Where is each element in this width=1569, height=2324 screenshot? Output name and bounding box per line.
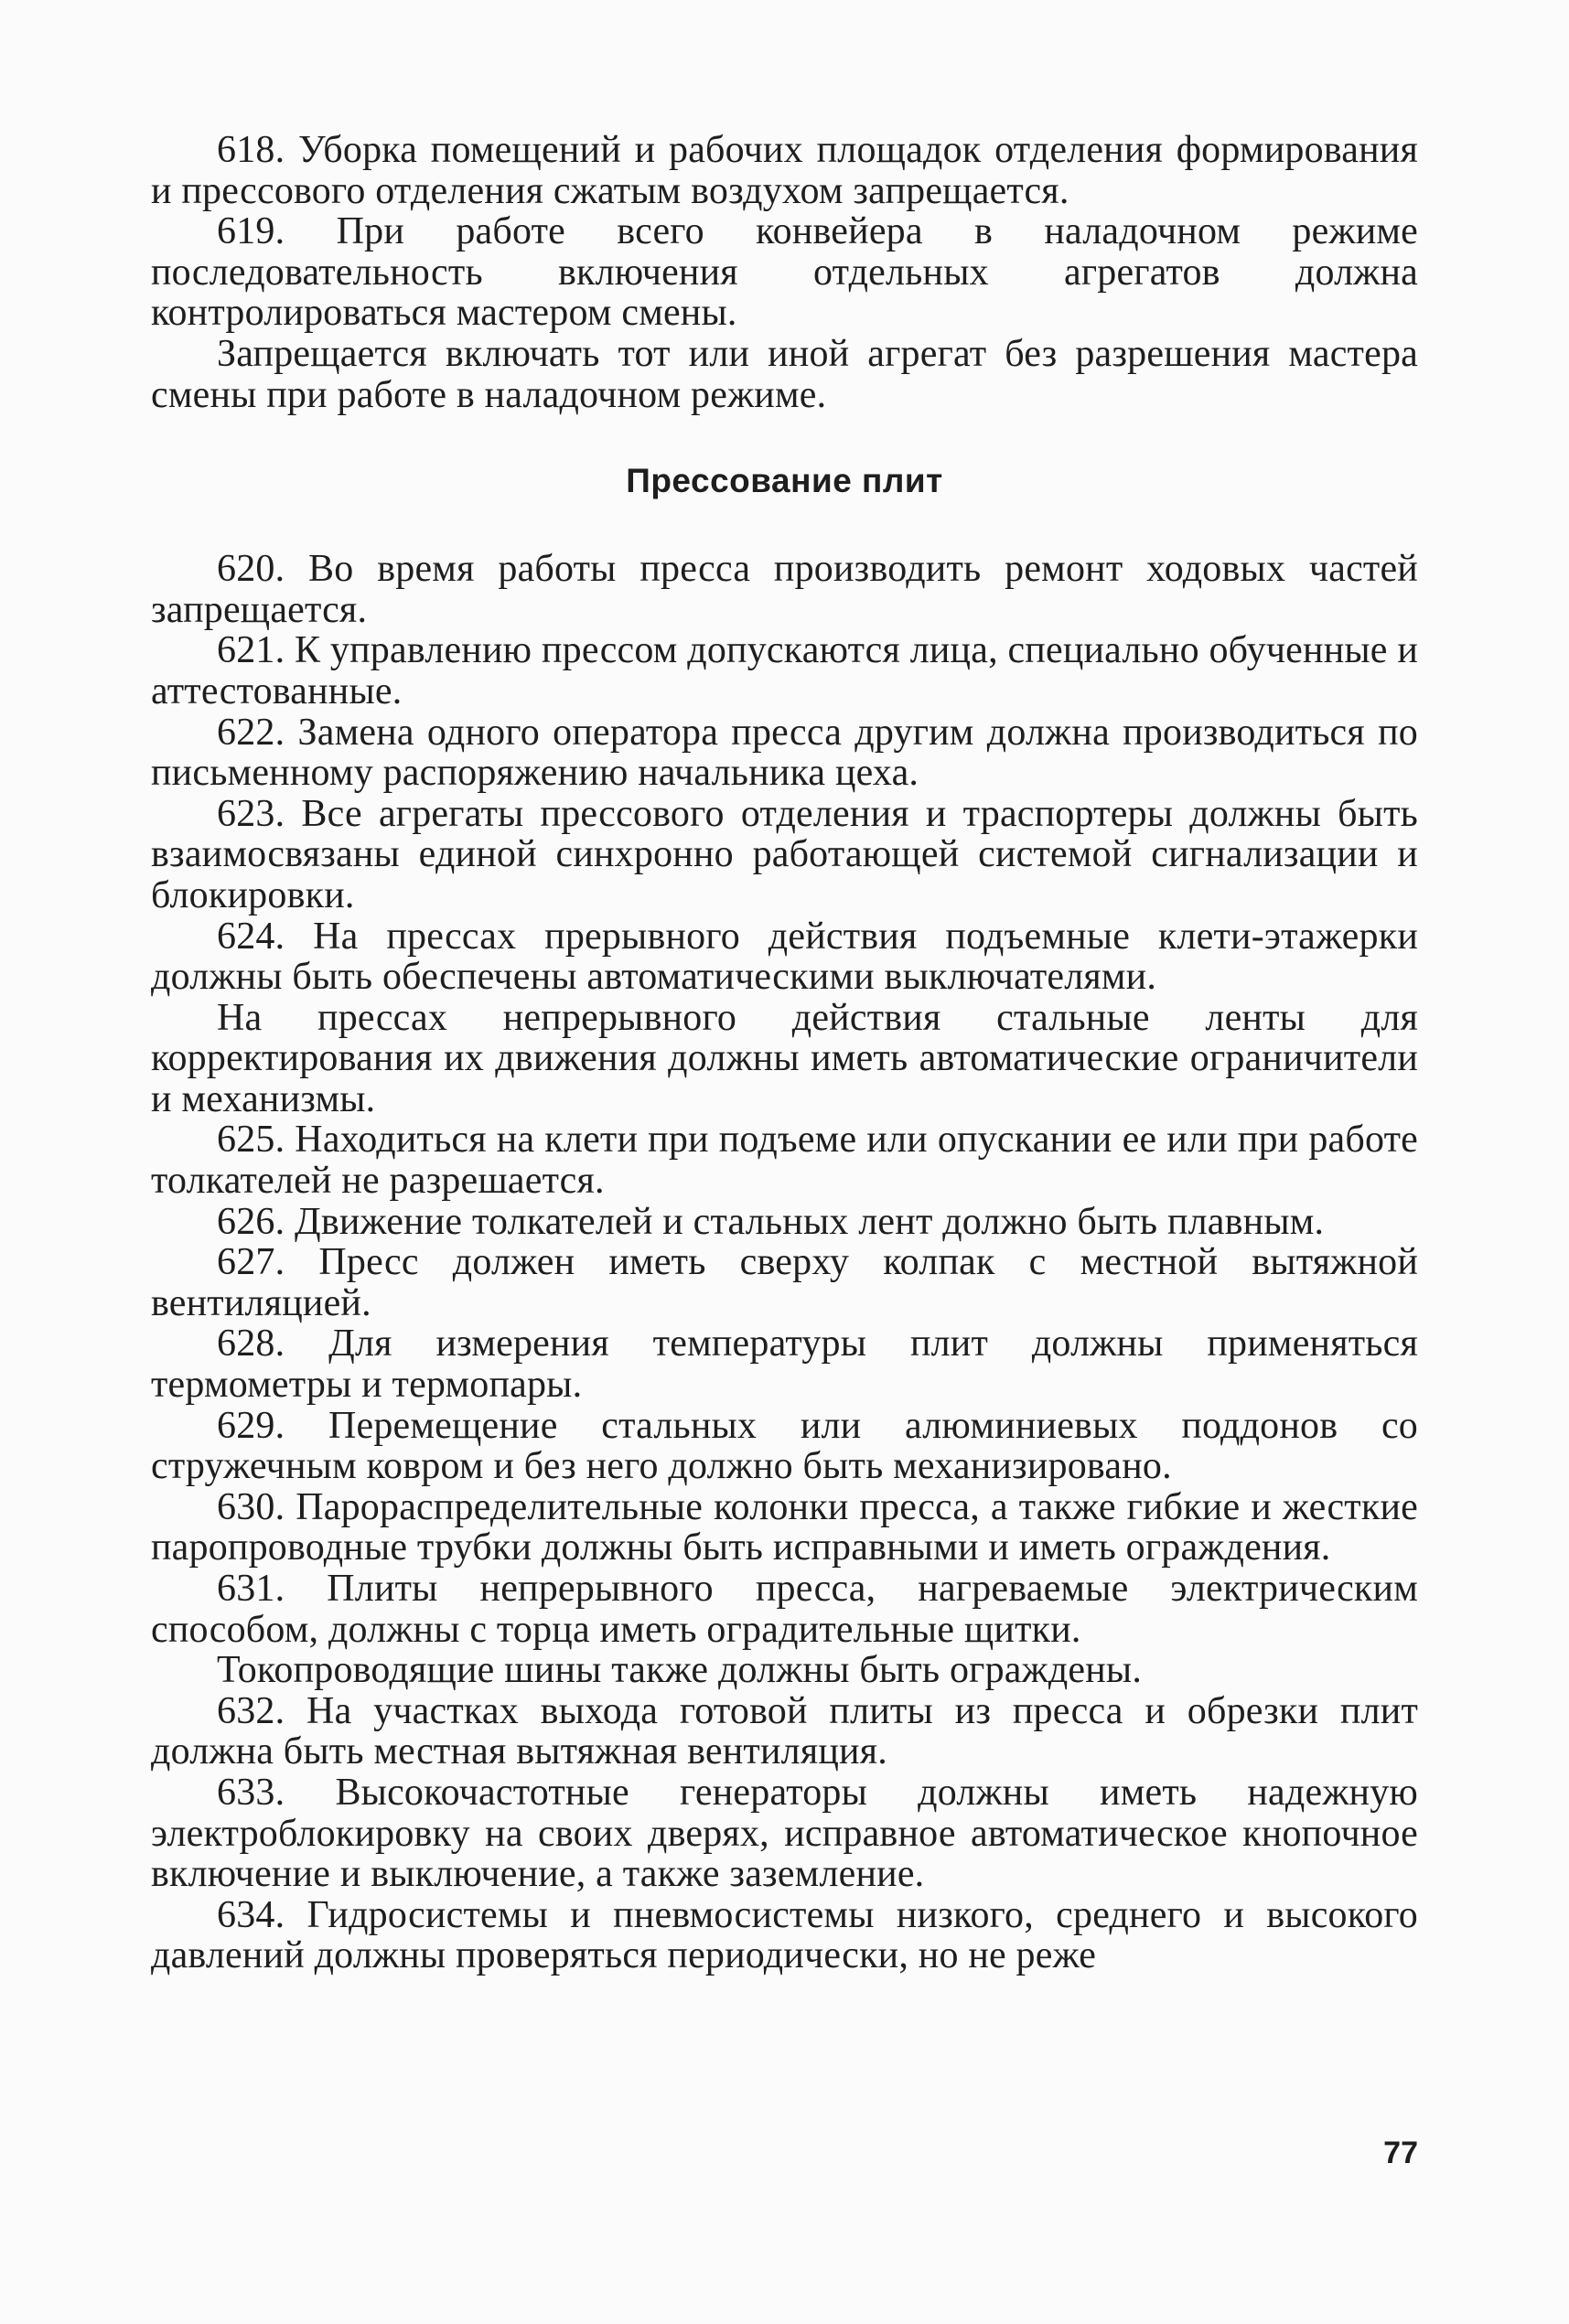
paragraph-634: 634. Гидросистемы и пневмосистемы низкого, среднего и высокого давлений должны проверяться периодически, но не реже [151,1893,1418,1977]
paragraph-628: 628. Для измерения температуры плит должны применяться термометры и термопары. [151,1323,1418,1407]
paragraph-625: 625. Находиться на клети при подъеме или опускании ее или при работе толкателей не разрешается. [151,1119,1418,1203]
paragraph-631-continuation: Токопроводящие шины также должны быть ограждены. [217,1649,1143,1692]
paragraph-631: 631. Плиты непрерывного пресса, нагреваемые электрическим способом, должны с торца иметь оградительные щитки. [151,1568,1418,1651]
paragraph-632: 632. На участках выхода готовой плиты из пресса и обрезки плит должна быть местная вытяжная вентиляция. [151,1689,1418,1773]
paragraph-621: 621. К управлению прессом допускаются лица, специально обученные и аттестованные. [151,629,1419,712]
paragraph-624: 624. На прессах прерывного действия подъемные клети-этажерки должны быть обеспечены автоматическими выключателями. [151,915,1418,999]
paragraph-619: 619. При работе всего конвейера в наладочном режиме последовательность включения отдельных агрегатов должна контролироваться мастером смены. [151,210,1418,335]
paragraph-630: 630. Парораспределительные колонки пресса, а также гибкие и жесткие паропроводные трубки должны быть исправными и иметь ограждения. [151,1485,1418,1569]
page-number: 77 [1383,2136,1418,2170]
paragraph-620: 620. Во время работы пресса производить ремонт ходовых частей запрещается. [151,548,1418,631]
paragraph-618: 618. Уборка помещений и рабочих площадок отделения формирования и прессового отделения сжатым воздухом запрещается. [151,129,1418,212]
body-text [151,130,1418,1976]
paragraph-619-continuation: Запрещается включать тот или иной агрегат без разрешения мастера смены при работе в наладочном режиме. [151,332,1418,416]
paragraph-623: 623. Все агрегаты прессового отделения и траспортеры должны быть взаимосвязаны единой синхронно работающей системой сигнализации и блокировки. [151,792,1418,916]
paragraph-633: 633. Высокочастотные генераторы должны иметь надежную электроблокировку на своих дверях, исправное автоматическое кнопочное включение и выключение, а также заземление. [151,1771,1418,1896]
paragraph-624-continuation: На прессах непрерывного действия стальные ленты для корректирования их движения должны иметь автоматические ограничители и механизмы. [151,996,1418,1120]
paragraph-626: 626. Движение толкателей и стальных лент должно быть плавным. [217,1200,1325,1243]
paragraph-622: 622. Замена одного оператора пресса другим должна производиться по письменному распоряжению начальника цеха. [151,711,1418,795]
paragraph-629: 629. Перемещение стальных или алюминиевых поддонов со стружечным ковром и без него должно быть механизировано. [151,1404,1418,1488]
section-heading: Прессование плит [626,462,943,500]
paragraph-627: 627. Пресс должен иметь сверху колпак с местной вытяжной вентиляцией. [151,1241,1418,1324]
